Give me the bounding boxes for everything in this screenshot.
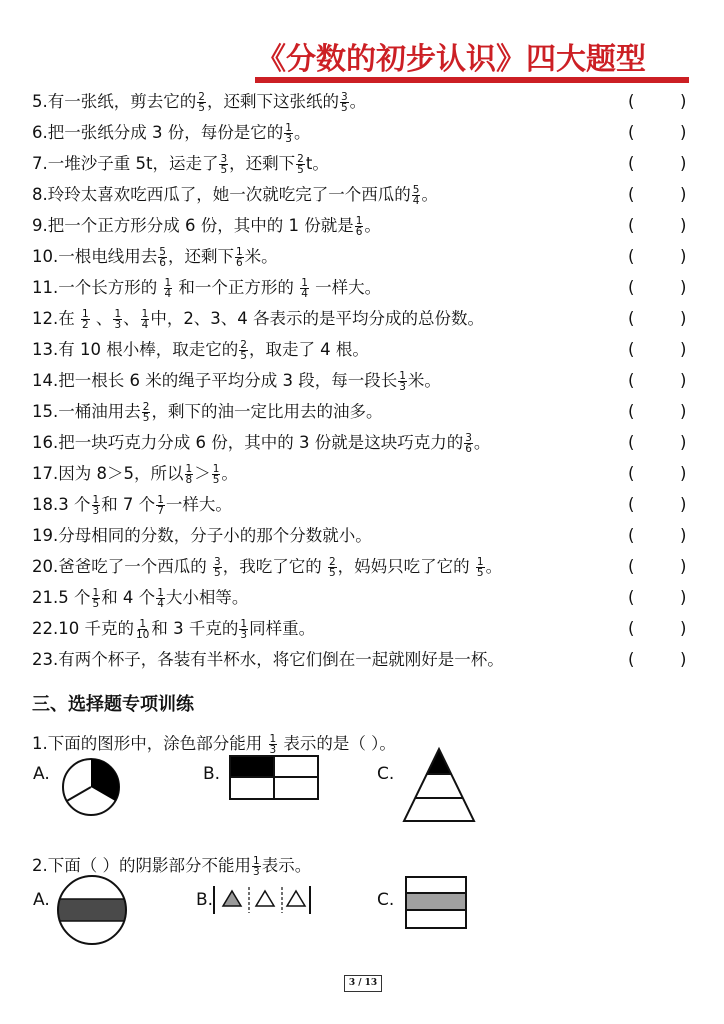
question-number: 14. <box>32 371 59 390</box>
text-segment: 大小相等。 <box>165 588 249 607</box>
fraction-denominator: 5 <box>212 474 220 486</box>
text-segment: 因为 8＞5，所以 <box>58 464 184 483</box>
mc-question-1 <box>32 730 396 758</box>
fraction-numerator: 3 <box>220 153 228 165</box>
fraction-numerator: 2 <box>328 556 336 568</box>
question-row <box>32 181 702 209</box>
fraction-denominator: 3 <box>399 381 406 393</box>
q1-option-b-grid-figure <box>229 755 321 801</box>
fraction-denominator: 5 <box>476 567 484 579</box>
fraction-denominator: 2 <box>82 319 89 331</box>
fraction <box>213 557 222 578</box>
question-row <box>32 367 702 395</box>
text-segment: 把一根长 6 米的绳子平均分成 3 段，每一段长 <box>58 371 398 390</box>
fraction-denominator: 10 <box>136 629 150 641</box>
answer-paren-right: ) <box>680 309 687 328</box>
question-text <box>32 460 238 488</box>
fraction-numerator: 1 <box>157 587 164 599</box>
fraction-denominator: 4 <box>141 319 149 331</box>
answer-paren-right: ) <box>680 433 687 452</box>
fraction-denominator: 6 <box>355 226 363 238</box>
question-number: 7. <box>32 154 48 173</box>
fraction-numerator: 2 <box>240 339 247 351</box>
fraction-numerator: 1 <box>355 215 363 227</box>
text-segment: 表示的是（ ）。 <box>278 734 396 753</box>
answer-paren-right: ) <box>680 464 687 483</box>
fraction-numerator: 5 <box>412 184 420 196</box>
answer-paren-right: ) <box>680 92 687 111</box>
text-segment: 和一个正方形的 <box>173 278 300 297</box>
fraction-denominator: 4 <box>157 598 164 610</box>
fraction <box>239 619 248 640</box>
fraction <box>300 278 309 299</box>
fraction-numerator: 1 <box>235 246 243 258</box>
text-segment: 。 <box>221 464 238 483</box>
fraction-denominator: 3 <box>253 866 260 878</box>
question-number: 13. <box>32 340 59 359</box>
text-segment: 把一块巧克力分成 6 份，其中的 3 份就是这块巧克力的 <box>58 433 464 452</box>
fraction-denominator: 4 <box>412 195 420 207</box>
text-segment: 5 个 <box>58 588 91 607</box>
fraction <box>412 185 421 206</box>
text-segment: 有 10 根小棒，取走它的 <box>58 340 239 359</box>
text-segment: 。 <box>421 185 438 204</box>
text-segment: 1.下面的图形中，涂色部分能用 <box>32 734 268 753</box>
fraction <box>92 495 101 516</box>
text-segment: 分母相同的分数，分子小的那个分数就小。 <box>58 526 372 545</box>
question-number: 18. <box>32 495 59 514</box>
fraction-numerator: 5 <box>159 246 166 258</box>
question-text <box>32 274 381 302</box>
answer-paren-left: ( <box>628 464 635 483</box>
question-text <box>32 181 438 209</box>
text-segment: 有一张纸，剪去它的 <box>47 92 197 111</box>
question-text <box>32 243 278 271</box>
q2-option-b-triangles-figure <box>212 884 312 916</box>
fraction <box>141 309 150 330</box>
fraction <box>81 309 90 330</box>
fraction <box>135 619 150 640</box>
question-text <box>32 553 502 581</box>
question-number: 11. <box>32 278 59 297</box>
q2-option-b-label: B. <box>196 890 214 910</box>
answer-paren-right: ) <box>680 402 687 421</box>
question-row <box>32 150 702 178</box>
fraction <box>158 247 167 268</box>
question-text <box>32 522 372 550</box>
question-number: 12. <box>32 309 59 328</box>
fraction <box>219 154 228 175</box>
answer-paren-right: ) <box>680 123 687 142</box>
question-row <box>32 119 702 147</box>
answer-paren-left: ( <box>628 216 635 235</box>
fraction-numerator: 1 <box>285 122 292 134</box>
page-number: 3 / 13 <box>344 975 382 992</box>
fraction <box>156 495 165 516</box>
fraction-numerator: 1 <box>82 308 89 320</box>
fraction <box>340 92 349 113</box>
text-segment: 米。 <box>407 371 441 390</box>
text-segment: 中，2、3、4 各表示的是平均分成的总份数。 <box>150 309 485 328</box>
text-segment: ，还剩下这张纸的 <box>206 92 339 111</box>
fraction <box>269 734 278 755</box>
question-row <box>32 212 702 240</box>
text-segment: ，我吃了它的 <box>222 557 327 576</box>
question-text <box>32 305 484 333</box>
answer-paren-left: ( <box>628 278 635 297</box>
text-segment: 、 <box>123 309 140 328</box>
fraction-denominator: 3 <box>114 319 122 331</box>
text-segment: 和 7 个 <box>101 495 156 514</box>
answer-paren-left: ( <box>628 92 635 111</box>
text-segment: 把一张纸分成 3 份，每份是它的 <box>47 123 284 142</box>
question-text <box>32 584 248 612</box>
text-segment: 一堆沙子重 5t，运走了 <box>47 154 219 173</box>
fraction-denominator: 5 <box>328 567 336 579</box>
answer-paren-left: ( <box>628 185 635 204</box>
fraction-denominator: 5 <box>297 164 304 176</box>
fraction-numerator: 1 <box>92 494 100 506</box>
text-segment: 和 3 千克的 <box>151 619 239 638</box>
fraction <box>239 340 248 361</box>
question-number: 15. <box>32 402 59 421</box>
q1-option-c-label: C. <box>377 764 395 784</box>
q1-option-b-label: B. <box>203 764 221 784</box>
question-number: 8. <box>32 185 48 204</box>
text-segment: 同样重。 <box>249 619 316 638</box>
fraction-numerator: 1 <box>253 855 260 867</box>
text-segment: 一个长方形的 <box>58 278 163 297</box>
q2-option-c-label: C. <box>377 890 395 910</box>
text-segment: 一样大。 <box>309 278 382 297</box>
question-row <box>32 274 702 302</box>
fraction-denominator: 5 <box>198 102 205 114</box>
q1-option-a-circle-figure <box>60 756 122 818</box>
fraction <box>464 433 473 454</box>
text-segment: 一样大。 <box>165 495 232 514</box>
answer-paren-right: ) <box>680 371 687 390</box>
question-text <box>32 398 382 426</box>
text-segment: 和 4 个 <box>101 588 156 607</box>
fraction-denominator: 3 <box>269 744 277 756</box>
question-number: 5. <box>32 92 48 111</box>
question-text <box>32 119 310 147</box>
fraction-denominator: 5 <box>214 567 221 579</box>
section-title: 三、选择题专项训练 <box>32 694 194 715</box>
text-segment: ，取走了 4 根。 <box>248 340 369 359</box>
question-number: 21. <box>32 588 59 607</box>
text-segment: ，还剩下 <box>229 154 296 173</box>
text-segment: 表示。 <box>261 856 312 875</box>
answer-paren-right: ) <box>680 557 687 576</box>
answer-paren-left: ( <box>628 588 635 607</box>
answer-paren-right: ) <box>680 495 687 514</box>
text-segment: 爸爸吃了一个西瓜的 <box>58 557 212 576</box>
fraction-numerator: 1 <box>399 370 406 382</box>
question-row <box>32 398 702 426</box>
question-row <box>32 646 702 674</box>
text-segment: 2.下面（ ）的阴影部分不能用 <box>32 856 251 875</box>
fraction-denominator: 3 <box>92 505 100 517</box>
question-row <box>32 522 702 550</box>
answer-paren-left: ( <box>628 309 635 328</box>
text-segment: 米。 <box>244 247 278 266</box>
fraction-denominator: 5 <box>220 164 228 176</box>
answer-paren-left: ( <box>628 154 635 173</box>
question-number: 16. <box>32 433 59 452</box>
fraction-denominator: 5 <box>92 598 100 610</box>
fraction-numerator: 1 <box>114 308 122 320</box>
fraction-numerator: 1 <box>212 463 220 475</box>
fraction <box>197 92 206 113</box>
answer-paren-right: ) <box>680 340 687 359</box>
answer-paren-right: ) <box>680 278 687 297</box>
fraction-numerator: 1 <box>164 277 172 289</box>
text-segment: 。 <box>473 433 491 452</box>
question-text <box>32 88 366 116</box>
fraction-numerator: 3 <box>340 91 348 103</box>
fraction-numerator: 2 <box>297 153 304 165</box>
text-segment: 把一个正方形分成 6 份，其中的 1 份就是 <box>47 216 354 235</box>
fraction-denominator: 6 <box>159 257 166 269</box>
text-segment: 。 <box>485 557 503 576</box>
fraction <box>164 278 173 299</box>
fraction-numerator: 3 <box>214 556 221 568</box>
answer-paren-left: ( <box>628 371 635 390</box>
answer-paren-right: ) <box>680 526 687 545</box>
text-segment: ，剩下的油一定比用去的油多。 <box>151 402 383 421</box>
text-segment: 一桶油用去 <box>58 402 141 421</box>
question-number: 23. <box>32 650 59 669</box>
fraction-numerator: 1 <box>92 587 100 599</box>
q2-option-c-rectangle-figure <box>405 876 467 930</box>
text-segment: ＞ <box>194 464 211 483</box>
q1-option-c-triangle-figure <box>401 746 477 824</box>
question-text <box>32 429 490 457</box>
fraction-denominator: 4 <box>164 288 172 300</box>
question-row <box>32 336 702 364</box>
question-text <box>32 150 329 178</box>
question-row <box>32 460 702 488</box>
question-number: 19. <box>32 526 59 545</box>
text-segment: 。 <box>364 216 381 235</box>
fraction <box>113 309 122 330</box>
answer-paren-left: ( <box>628 526 635 545</box>
fraction-numerator: 2 <box>142 401 150 413</box>
fraction-denominator: 4 <box>301 288 308 300</box>
fraction <box>476 557 485 578</box>
fraction-numerator: 1 <box>141 308 149 320</box>
fraction <box>185 464 194 485</box>
question-row <box>32 491 702 519</box>
text-segment: 玲玲太喜欢吃西瓜了，她一次就吃完了一个西瓜的 <box>47 185 411 204</box>
fraction <box>328 557 337 578</box>
question-number: 10. <box>32 247 59 266</box>
fraction <box>284 123 293 144</box>
question-row <box>32 88 702 116</box>
fraction-numerator: 1 <box>139 618 147 630</box>
fraction-denominator: 5 <box>240 350 247 362</box>
fraction <box>212 464 221 485</box>
answer-paren-left: ( <box>628 619 635 638</box>
question-text <box>32 212 381 240</box>
fraction-numerator: 1 <box>157 494 164 506</box>
question-number: 17. <box>32 464 59 483</box>
fraction-numerator: 1 <box>269 733 277 745</box>
answer-paren-left: ( <box>628 557 635 576</box>
question-number: 9. <box>32 216 48 235</box>
fraction-numerator: 1 <box>301 277 308 289</box>
question-text <box>32 367 441 395</box>
text-segment: 有两个杯子，各装有半杯水，将它们倒在一起就刚好是一杯。 <box>58 650 504 669</box>
fraction <box>252 856 261 877</box>
answer-paren-left: ( <box>628 340 635 359</box>
question-row <box>32 615 702 643</box>
text-segment: 、 <box>90 309 113 328</box>
fraction-numerator: 2 <box>198 91 205 103</box>
answer-paren-left: ( <box>628 650 635 669</box>
text-segment: 3 个 <box>58 495 91 514</box>
text-segment: 。 <box>349 92 367 111</box>
answer-paren-right: ) <box>680 247 687 266</box>
question-text <box>32 491 232 519</box>
fraction-numerator: 1 <box>240 618 248 630</box>
fraction-denominator: 3 <box>240 629 248 641</box>
question-row <box>32 553 702 581</box>
question-row <box>32 429 702 457</box>
fraction <box>156 588 165 609</box>
fraction <box>296 154 305 175</box>
answer-paren-left: ( <box>628 495 635 514</box>
question-row <box>32 584 702 612</box>
fraction <box>142 402 151 423</box>
text-segment: t。 <box>305 154 329 173</box>
question-number: 6. <box>32 123 48 142</box>
fraction-denominator: 8 <box>185 474 193 486</box>
title-underline <box>255 77 689 83</box>
fraction-numerator: 3 <box>465 432 472 444</box>
answer-paren-right: ) <box>680 185 687 204</box>
q2-option-a-label: A. <box>33 890 50 910</box>
fraction-numerator: 1 <box>476 556 484 568</box>
question-text <box>32 336 369 364</box>
fraction <box>398 371 407 392</box>
answer-paren-right: ) <box>680 154 687 173</box>
question-text <box>32 646 504 674</box>
answer-paren-left: ( <box>628 123 635 142</box>
fraction <box>92 588 101 609</box>
fraction <box>235 247 244 268</box>
fraction-denominator: 6 <box>235 257 243 269</box>
fraction-denominator: 7 <box>157 505 164 517</box>
q1-option-a-label: A. <box>33 764 50 784</box>
page-title: 《分数的初步认识》四大题型 <box>256 42 646 77</box>
answer-paren-left: ( <box>628 247 635 266</box>
question-text <box>32 615 315 643</box>
question-number: 22. <box>32 619 59 638</box>
text-segment: 一根电线用去 <box>58 247 158 266</box>
text-segment: ，妈妈只吃了它的 <box>337 557 475 576</box>
answer-paren-right: ) <box>680 650 687 669</box>
answer-paren-left: ( <box>628 433 635 452</box>
answer-paren-right: ) <box>680 216 687 235</box>
answer-paren-right: ) <box>680 588 687 607</box>
question-row <box>32 305 702 333</box>
fraction-denominator: 5 <box>340 102 348 114</box>
text-segment: ，还剩下 <box>167 247 234 266</box>
question-number: 20. <box>32 557 59 576</box>
fraction-denominator: 3 <box>285 133 292 145</box>
fraction-denominator: 5 <box>142 412 150 424</box>
fraction <box>355 216 364 237</box>
question-row <box>32 243 702 271</box>
text-segment: 在 <box>58 309 80 328</box>
answer-paren-left: ( <box>628 402 635 421</box>
q2-option-a-circle-figure <box>56 874 128 946</box>
answer-paren-right: ) <box>680 619 687 638</box>
fraction-denominator: 6 <box>465 443 472 455</box>
fraction-numerator: 1 <box>185 463 193 475</box>
text-segment: 10 千克的 <box>58 619 134 638</box>
text-segment: 。 <box>293 123 311 142</box>
